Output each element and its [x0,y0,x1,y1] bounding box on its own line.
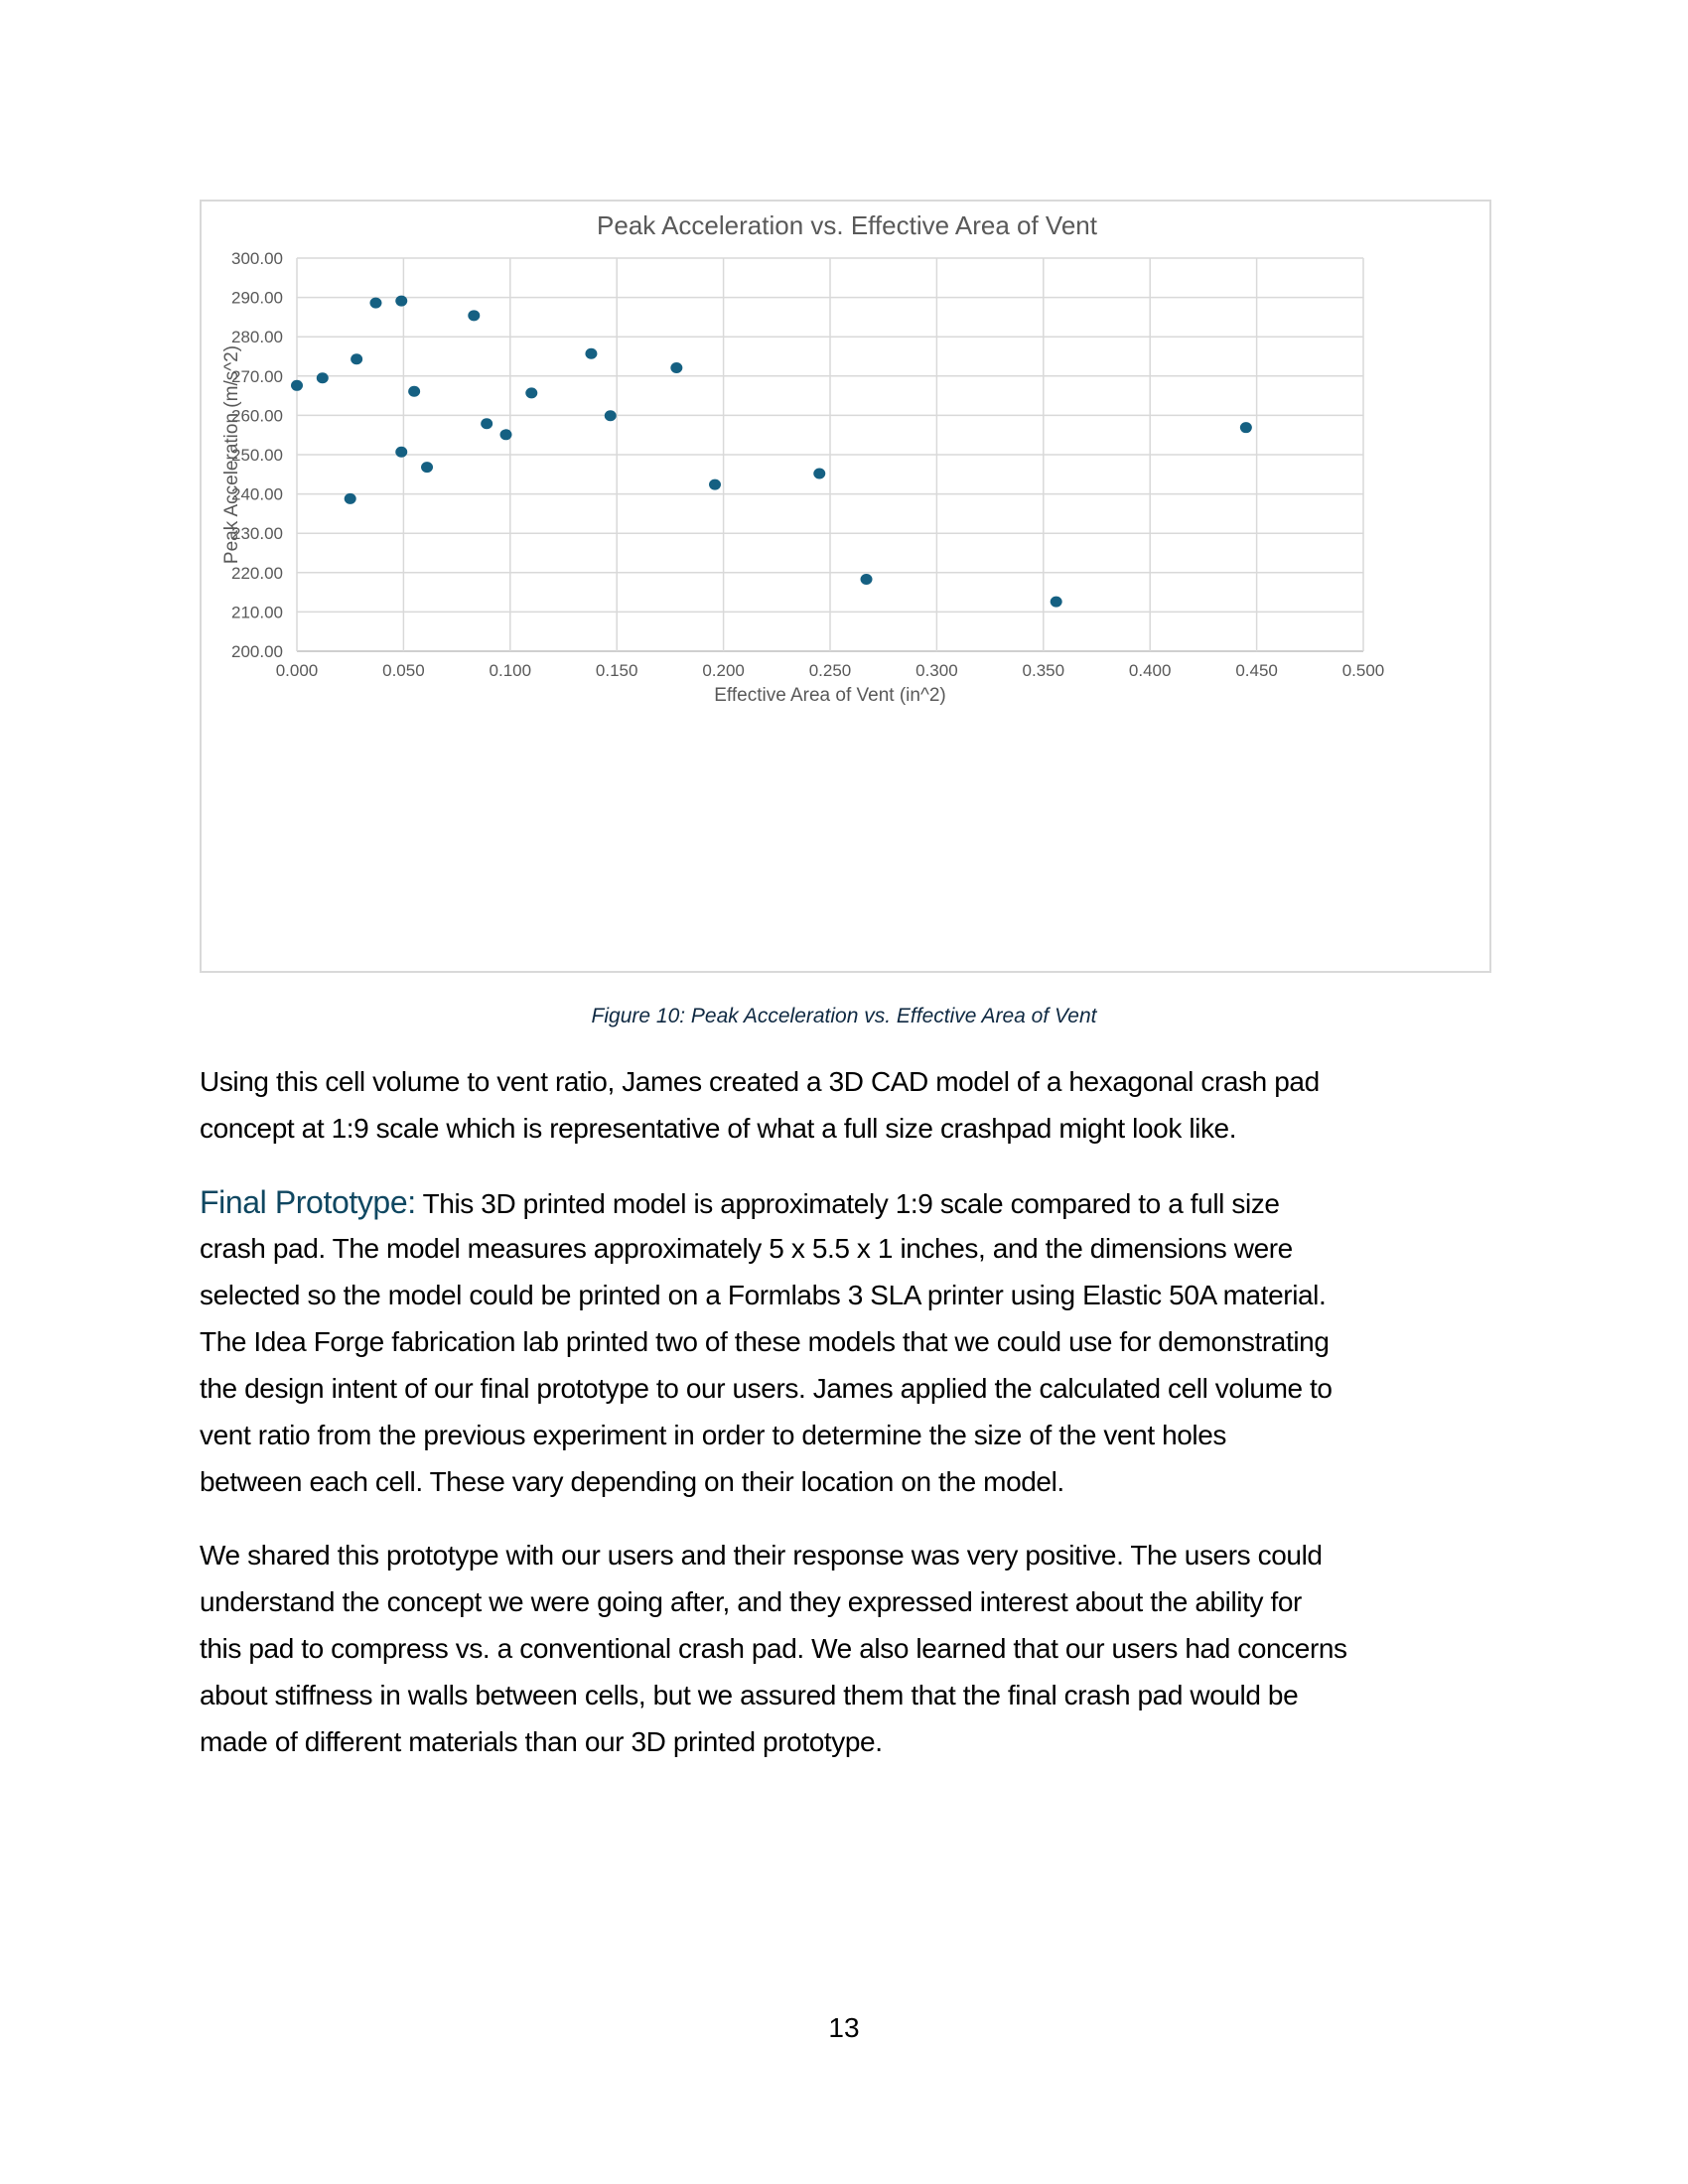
paragraph-2-line: selected so the model could be printed on a Formlabs 3 SLA printer using Elastic 50A material. [200,1280,1327,1310]
paragraph-2-line: The Idea Forge fabrication lab printed two of these models that we could use for demonstrating [200,1326,1330,1357]
x-tick-label: 0.350 [1022,661,1065,680]
figure-caption: Figure 10: Peak Acceleration vs. Effective Area of Vent [591,1005,1097,1027]
y-tick-label: 300.00 [231,249,283,268]
paragraph-1-line: Using this cell volume to vent ratio, James created a 3D CAD model of a hexagonal crash pad [200,1066,1320,1097]
section-heading: Final Prototype: [200,1184,416,1220]
x-tick-label: 0.100 [489,661,532,680]
data-point [813,469,825,479]
x-tick-label: 0.500 [1341,661,1385,680]
paragraph-2-line: between each cell. These vary depending on their location on the model. [200,1466,1064,1497]
data-point [1240,422,1252,433]
y-tick-label: 270.00 [231,366,283,386]
y-tick-label: 280.00 [231,328,283,347]
data-point [291,380,303,391]
chart-canvas [202,202,1493,975]
x-tick-label: 0.050 [382,661,425,680]
paragraph-2-text: This 3D printed model is approximately 1:9 scale compared to a full size [415,1188,1280,1219]
paragraph-3-line: about stiffness in walls between cells, but we assured them that the final crash pad would be [200,1680,1299,1710]
y-tick-label: 250.00 [231,446,283,465]
x-axis-title: Effective Area of Vent (in^2) [714,685,946,706]
data-point [709,479,721,490]
x-tick-label: 0.200 [702,661,745,680]
y-axis-title: Peak Acceleration (m/s^2) [221,344,242,565]
y-tick-label: 200.00 [231,642,283,661]
data-point [861,574,873,585]
x-tick-label: 0.250 [808,661,852,680]
paragraph-3-line: this pad to compress vs. a conventional crash pad. We also learned that our users had concerns [200,1633,1347,1664]
paragraph-2-line: the design intent of our final prototype to our users. James applied the calculated cell volume to [200,1373,1333,1404]
data-point [351,353,362,364]
y-tick-label: 260.00 [231,406,283,426]
data-point [1051,597,1062,608]
data-point [317,372,329,383]
chart-title: Peak Acceleration vs. Effective Area of Vent [597,210,1097,240]
data-point [345,493,356,504]
data-point [395,447,407,458]
data-point [670,362,682,373]
data-point [605,410,617,421]
data-point [525,387,537,398]
data-point [468,310,480,321]
page-number: 13 [828,2012,860,2043]
y-tick-label: 220.00 [231,563,283,583]
data-point [500,429,512,440]
y-tick-label: 210.00 [231,603,283,622]
data-point [481,418,492,429]
paragraph-2-line: crash pad. The model measures approximately 5 x 5.5 x 1 inches, and the dimensions were [200,1233,1293,1264]
paragraph-2-line: vent ratio from the previous experiment in order to determine the size of the vent holes [200,1420,1227,1450]
paragraph-3-line: understand the concept we were going after, and they expressed interest about the ability for [200,1586,1302,1617]
y-tick-label: 230.00 [231,524,283,544]
data-point [395,296,407,307]
x-tick-label: 0.300 [915,661,958,680]
paragraph-2-line [200,1185,1280,1221]
data-point [585,348,597,359]
x-tick-label: 0.400 [1128,661,1172,680]
y-tick-label: 290.00 [231,288,283,308]
scatter-chart [200,200,1491,973]
x-tick-label: 0.150 [595,661,638,680]
data-point [408,386,420,397]
data-point [369,298,381,309]
data-point [421,462,433,473]
paragraph-1-line: concept at 1:9 scale which is representative of what a full size crashpad might look like. [200,1113,1237,1144]
paragraph-3-line: We shared this prototype with our users and their response was very positive. The users could [200,1540,1323,1570]
x-tick-label: 0.450 [1235,661,1278,680]
paragraph-3-line: made of different materials than our 3D printed prototype. [200,1726,883,1757]
x-tick-label: 0.000 [275,661,319,680]
y-tick-label: 240.00 [231,484,283,504]
